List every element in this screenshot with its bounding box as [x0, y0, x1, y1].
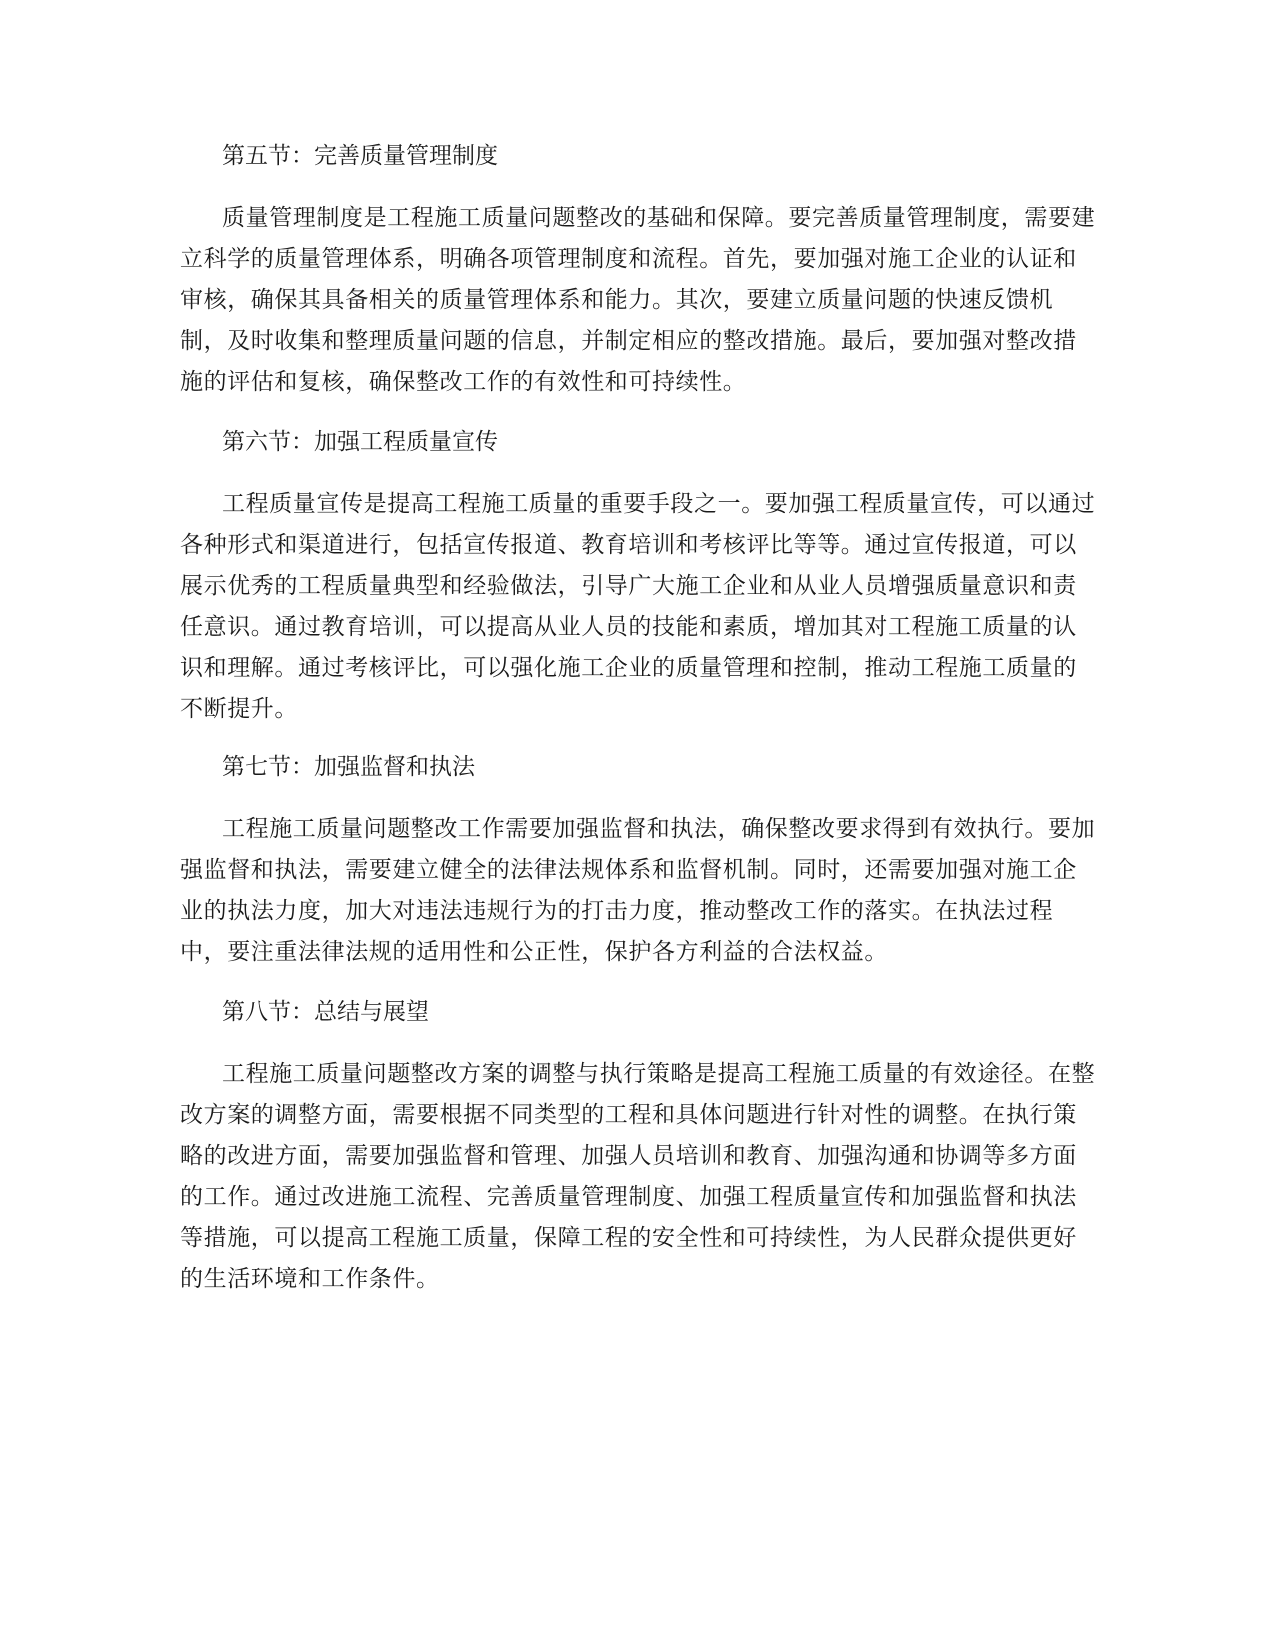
section-paragraph: 工程施工质量问题整改工作需要加强监督和执法，确保整改要求得到有效执行。要加强监督和执法，需要建立健全的法律法规体系和监督机制。同时，还需要加强对施工企业的执法力度，加大对违法违规行为的打击力度，推动整改工作的落实。在执法过程中，要注重法律法规的适用性和公正性，保护各方利益的合法权益。: [180, 816, 1096, 965]
section-paragraph: 质量管理制度是工程施工质量问题整改的基础和保障。要完善质量管理制度，需要建立科学的质量管理体系，明确各项管理制度和流程。首先，要加强对施工企业的认证和审核，确保其具备相关的质量管理体系和能力。其次，要建立质量问题的快速反馈机制，及时收集和整理质量问题的信息，并制定相应的整改措施。最后，要加强对整改措施的评估和复核，确保整改工作的有效性和可持续性。: [180, 205, 1096, 395]
section-8: [180, 992, 1100, 1300]
section-5: [180, 136, 1100, 403]
section-6: [180, 422, 1100, 730]
document-page: [180, 136, 1100, 1322]
section-heading: 第五节：完善质量管理制度: [222, 143, 498, 169]
section-heading: 第六节：加强工程质量宣传: [222, 429, 498, 455]
section-7: [180, 747, 1100, 973]
section-heading: 第七节：加强监督和执法: [222, 754, 475, 780]
section-paragraph: 工程施工质量问题整改方案的调整与执行策略是提高工程施工质量的有效途径。在整改方案的调整方面，需要根据不同类型的工程和具体问题进行针对性的调整。在执行策略的改进方面，需要加强监督和管理、加强人员培训和教育、加强沟通和协调等多方面的工作。通过改进施工流程、完善质量管理制度、加强工程质量宣传和加强监督和执法等措施，可以提高工程施工质量，保障工程的安全性和可持续性，为人民群众提供更好的生活环境和工作条件。: [180, 1061, 1096, 1292]
section-paragraph: 工程质量宣传是提高工程施工质量的重要手段之一。要加强工程质量宣传，可以通过各种形式和渠道进行，包括宣传报道、教育培训和考核评比等等。通过宣传报道，可以展示优秀的工程质量典型和经验做法，引导广大施工企业和从业人员增强质量意识和责任意识。通过教育培训，可以提高从业人员的技能和素质，增加其对工程施工质量的认识和理解。通过考核评比，可以强化施工企业的质量管理和控制，推动工程施工质量的不断提升。: [180, 491, 1096, 722]
section-heading: 第八节：总结与展望: [222, 999, 429, 1025]
